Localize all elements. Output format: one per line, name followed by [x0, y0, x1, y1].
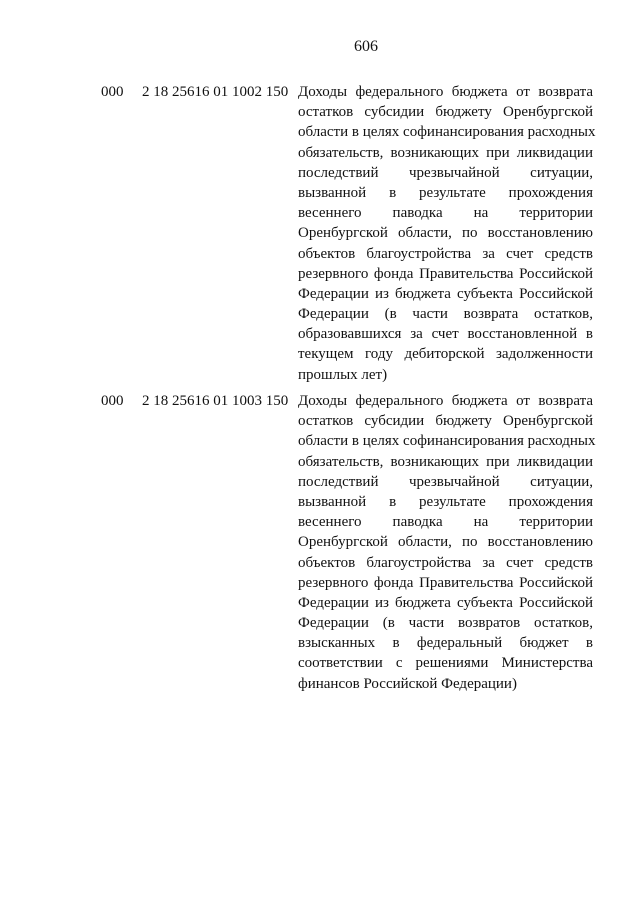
budget-classification-code: 2 18 25616 01 1002 150	[142, 84, 289, 100]
description-line: Федерации (в части возврата остатков,	[298, 306, 593, 323]
entry-description	[298, 391, 596, 694]
description-line: вызванной в результате прохождения	[298, 493, 593, 510]
description-line: резервного фонда Правительства Российской	[298, 265, 593, 282]
description-line: обязательств, возникающих при ликвидации	[298, 453, 593, 470]
description-line: области в целях софинансирования расходных	[298, 124, 596, 141]
description-line: соответствии с решениями Министерства	[298, 655, 593, 672]
description-line: Федерации из бюджета субъекта Российской	[298, 594, 593, 611]
description-line: остатков субсидии бюджету Оренбургской	[298, 104, 593, 121]
description-line: Федерации из бюджета субъекта Российской	[298, 285, 593, 302]
entry-description	[298, 82, 596, 385]
admin-code: 000	[101, 393, 124, 409]
description-line: последствий чрезвычайной ситуации,	[298, 164, 593, 181]
description-line: резервного фонда Правительства Российской	[298, 574, 593, 591]
budget-entry	[0, 82, 640, 382]
description-line: взысканных в федеральный бюджет в	[298, 635, 593, 652]
budget-entry	[0, 391, 640, 691]
description-line: Оренбургской области, по восстановлению	[298, 534, 593, 551]
description-line: финансов Российской Федерации)	[298, 675, 517, 692]
description-line: объектов благоустройства за счет средств	[298, 554, 593, 571]
description-line: Доходы федерального бюджета от возврата	[298, 84, 593, 100]
description-line: остатков субсидии бюджету Оренбургской	[298, 413, 593, 430]
admin-code: 000	[101, 84, 124, 100]
description-line: Доходы федерального бюджета от возврата	[298, 393, 593, 409]
description-line: вызванной в результате прохождения	[298, 184, 593, 201]
description-line: Оренбургской области, по восстановлению	[298, 225, 593, 242]
description-line: Федерации (в части возвратов остатков,	[298, 615, 593, 632]
description-line: последствий чрезвычайной ситуации,	[298, 473, 593, 490]
description-line: образовавшихся за счет восстановленной в	[298, 326, 593, 343]
description-line: обязательств, возникающих при ликвидации	[298, 144, 593, 161]
description-line: объектов благоустройства за счет средств	[298, 245, 593, 262]
page-number: 606	[354, 38, 378, 55]
description-line: весеннего паводка на территории	[298, 205, 593, 222]
description-line: области в целях софинансирования расходных	[298, 433, 596, 450]
budget-classification-code: 2 18 25616 01 1003 150	[142, 393, 289, 409]
description-line: весеннего паводка на территории	[298, 514, 593, 531]
description-line: текущем году дебиторской задолженности	[298, 346, 593, 363]
description-line: прошлых лет)	[298, 366, 388, 383]
